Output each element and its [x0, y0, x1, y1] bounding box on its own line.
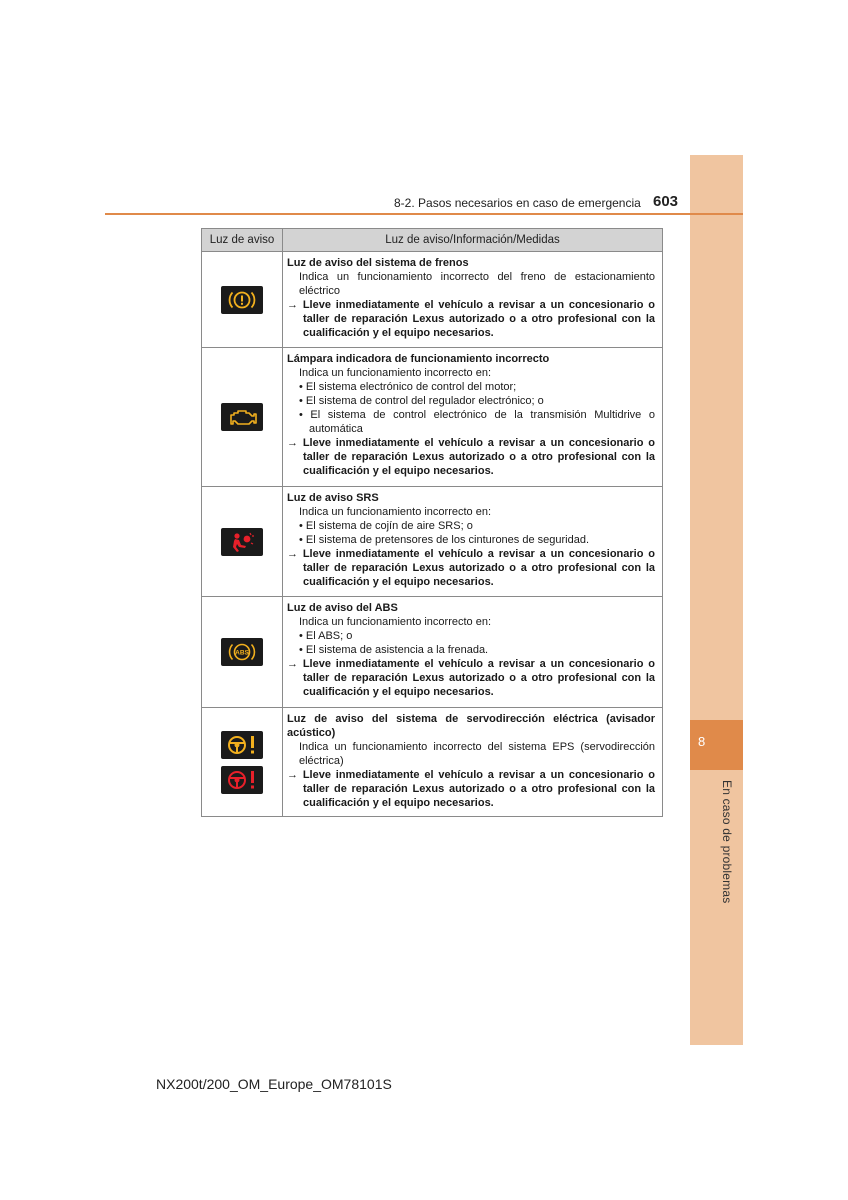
bullet-item: • El sistema de cojín de aire SRS; o — [299, 520, 473, 532]
description-cell — [283, 252, 663, 348]
row-body: Indica un funcionamiento incorrecto en: — [299, 367, 492, 379]
document-code: NX200t/200_OM_Europe_OM78101S — [156, 1076, 392, 1092]
bullet-item: • El sistema de asistencia a la frenada. — [299, 644, 489, 656]
icon-cell — [202, 708, 283, 817]
icon-cell — [202, 487, 283, 597]
page-number: 603 — [653, 193, 679, 210]
bullet-item: • El ABS; o — [299, 630, 353, 642]
row-action: → Lleve inmediatamente el vehículo a revisar a un concesionario o taller de reparación Lexus autorizado o a otro profesional con la cualificación y el equipo necesarios. — [287, 437, 655, 477]
description-cell — [283, 597, 663, 708]
table-header-row — [202, 229, 663, 252]
row-body: Indica un funcionamiento incorrecto del freno de estacionamiento eléctrico — [299, 271, 655, 297]
brake-warning-icon — [221, 286, 263, 314]
bullet-item: • El sistema electrónico de control del motor; — [299, 381, 517, 393]
row-title: Lámpara indicadora de funcionamiento incorrecto — [287, 353, 550, 365]
chapter-number: 8 — [698, 734, 706, 749]
svg-text:ABS: ABS — [235, 649, 249, 657]
row-action: → Lleve inmediatamente el vehículo a revisar a un concesionario o taller de reparación Lexus autorizado o a otro profesional con la cualificación y el equipo necesarios. — [287, 769, 655, 809]
table-row — [202, 487, 663, 597]
bullet-item: • El sistema de control electrónico de la transmisión Multidrive o automática — [299, 409, 655, 435]
column-header: Luz de aviso — [202, 229, 283, 252]
row-body: Indica un funcionamiento incorrecto en: — [299, 616, 492, 628]
eps-warning-red-icon — [221, 766, 263, 794]
icon-cell — [202, 597, 283, 708]
row-body: Indica un funcionamiento incorrecto en: — [299, 506, 492, 518]
icon-cell — [202, 252, 283, 348]
section-title: 8-2. Pasos necesarios en caso de emergencia — [394, 196, 641, 210]
row-action: → Lleve inmediatamente el vehículo a revisar a un concesionario o taller de reparación Lexus autorizado o a otro profesional con la cualificación y el equipo necesarios. — [287, 548, 655, 588]
bullet-item: • El sistema de pretensores de los cinturones de seguridad. — [299, 534, 590, 546]
row-action: → Lleve inmediatamente el vehículo a revisar a un concesionario o taller de reparación Lexus autorizado o a otro profesional con la cualificación y el equipo necesarios. — [287, 658, 655, 698]
warning-lights-table — [201, 228, 663, 817]
table-row — [202, 348, 663, 487]
header-rule — [105, 213, 743, 215]
column-header: Luz de aviso/Información/Medidas — [283, 229, 663, 252]
airbag-srs-icon — [221, 528, 263, 556]
row-title: Luz de aviso SRS — [287, 492, 379, 504]
description-cell — [283, 708, 663, 817]
eps-warning-yellow-icon — [221, 731, 263, 759]
table-row — [202, 597, 663, 708]
row-title: Luz de aviso del sistema de frenos — [287, 257, 469, 269]
abs-warning-icon — [221, 638, 263, 666]
side-tab — [690, 155, 743, 1045]
description-cell — [283, 487, 663, 597]
icon-cell — [202, 348, 283, 487]
bullet-item: • El sistema de control del regulador electrónico; o — [299, 395, 544, 407]
table-row — [202, 708, 663, 817]
row-title: Luz de aviso del ABS — [287, 602, 398, 614]
description-cell — [283, 348, 663, 487]
row-body: Indica un funcionamiento incorrecto del sistema EPS (servodirección eléctrica) — [299, 741, 655, 767]
row-title: Luz de aviso del sistema de servodirección eléctrica (avisador acústico) — [287, 713, 655, 739]
check-engine-icon — [221, 403, 263, 431]
chapter-title: En caso de problemas — [720, 780, 734, 904]
table-row — [202, 252, 663, 348]
row-action: → Lleve inmediatamente el vehículo a revisar a un concesionario o taller de reparación Lexus autorizado o a otro profesional con la cualificación y el equipo necesarios. — [287, 299, 655, 339]
